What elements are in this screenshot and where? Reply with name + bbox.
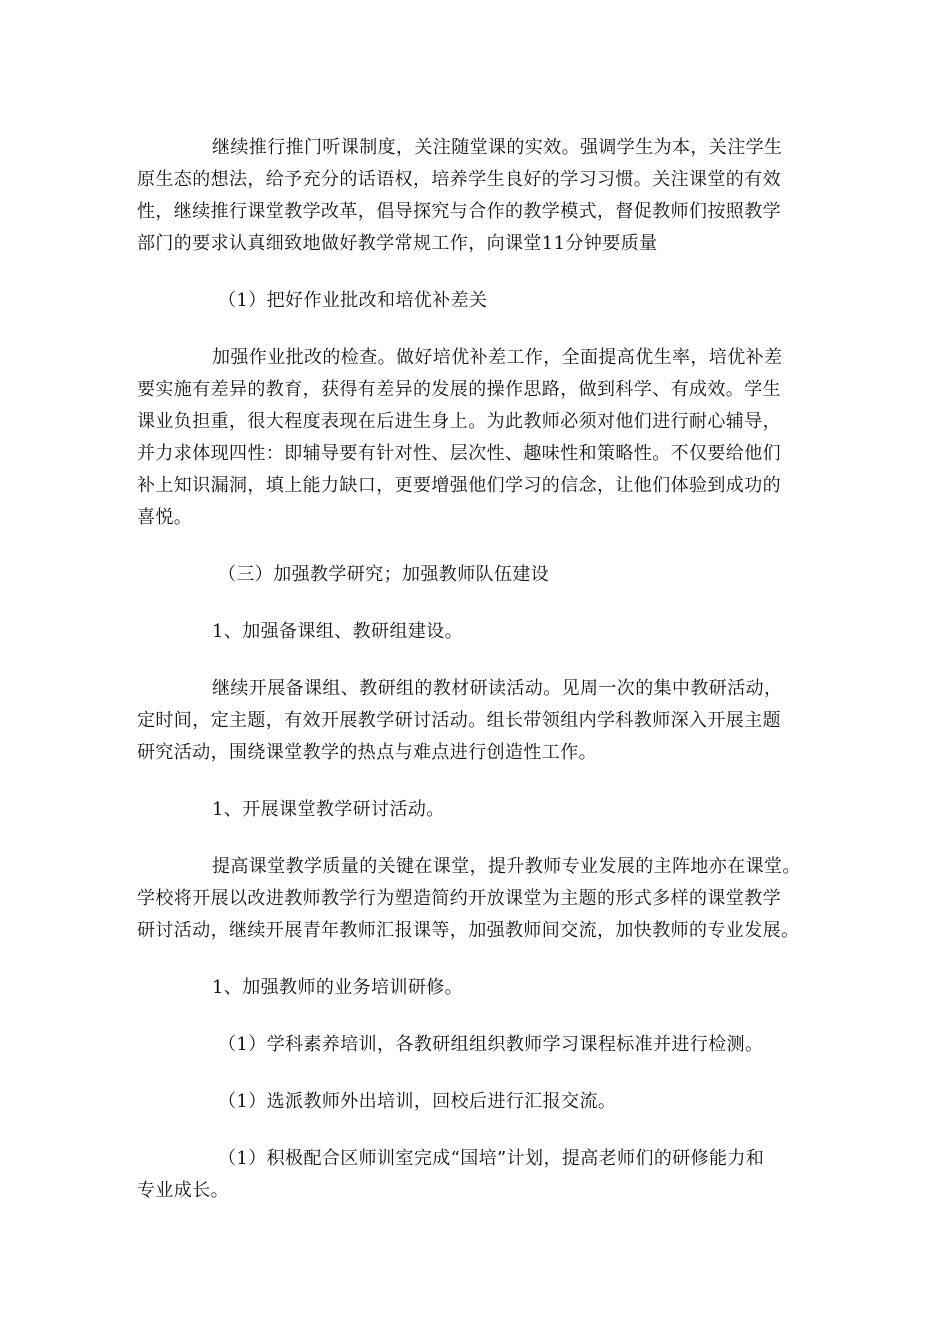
paragraph-3-line-3: 课业负担重，很大程度表现在后进生身上。为此教师必须对他们进行耐心辅导， xyxy=(137,411,781,432)
item-heading-classroom-research: 1、开展课堂教学研讨活动。 xyxy=(212,799,445,820)
paragraph-1-line-2: 原生态的想法，给予充分的话语权，培养学生良好的学习习惯。关注课堂的有效 xyxy=(137,169,781,190)
paragraph-8-line-3: 研讨活动，继续开展青年教师汇报课等，加强教师间交流，加快教师的专业发展。 xyxy=(137,920,800,941)
paragraph-8-line-1: 提高课堂教学质量的关键在课堂，提升教师专业发展的主阵地亦在课堂。 xyxy=(212,856,801,877)
paragraph-1-line-3: 性，继续推行课堂教学改革，倡导探究与合作的教学模式，督促教师们按照教学 xyxy=(137,201,781,222)
section-heading-research: （三）加强教学研究；加强教师队伍建设 xyxy=(218,564,550,585)
paragraph-3-line-5: 补上知识漏洞，填上能力缺口，更要增强他们学习的信念，让他们体验到成功的 xyxy=(137,475,781,496)
item-heading-lesson-groups: 1、加强备课组、教研组建设。 xyxy=(212,621,464,642)
training-item-external: （1）选派教师外出培训，回校后进行汇报交流。 xyxy=(218,1091,617,1112)
training-item-subject-literacy: （1）学科素养培训，各教研组组织教师学习课程标准并进行检测。 xyxy=(218,1034,764,1055)
paragraph-3-line-2: 要实施有差异的教育，获得有差异的发展的操作思路，做到科学、有成效。学生 xyxy=(137,379,781,400)
paragraph-1-line-1: 继续推行推门听课制度，关注随堂课的实效。强调学生为本，关注学生 xyxy=(212,137,783,158)
paragraph-6-line-3: 研究活动，围绕课堂教学的热点与难点进行创造性工作。 xyxy=(137,742,597,763)
training-item-national-line-1: （1）积极配合区师训室完成“国培”计划，提高老师们的研修能力和 xyxy=(218,1148,765,1169)
paragraph-8-line-2: 学校将开展以改进教师教学行为塑造简约开放课堂为主题的形式多样的课堂教学 xyxy=(137,888,781,909)
subheading-homework: （1）把好作业批改和培优补差关 xyxy=(218,290,488,311)
item-heading-teacher-training: 1、加强教师的业务培训研修。 xyxy=(212,977,464,998)
paragraph-3-line-1: 加强作业批改的检查。做好培优补差工作，全面提高优生率，培优补差 xyxy=(212,347,783,368)
paragraph-6-line-2: 定时间，定主题，有效开展教学研讨活动。组长带领组内学科教师深入开展主题 xyxy=(137,710,781,731)
training-item-national-line-2: 专业成长。 xyxy=(137,1180,229,1201)
paragraph-6-line-1: 继续开展备课组、教研组的教材研读活动。见周一次的集中教研活动， xyxy=(212,678,783,699)
paragraph-3-line-4: 并力求体现四性：即辅导要有针对性、层次性、趣味性和策略性。不仅要给他们 xyxy=(137,443,781,464)
paragraph-1-line-4: 部门的要求认真细致地做好教学常规工作，向课堂11分钟要质量 xyxy=(137,233,658,254)
paragraph-3-line-6: 喜悦。 xyxy=(137,507,193,528)
